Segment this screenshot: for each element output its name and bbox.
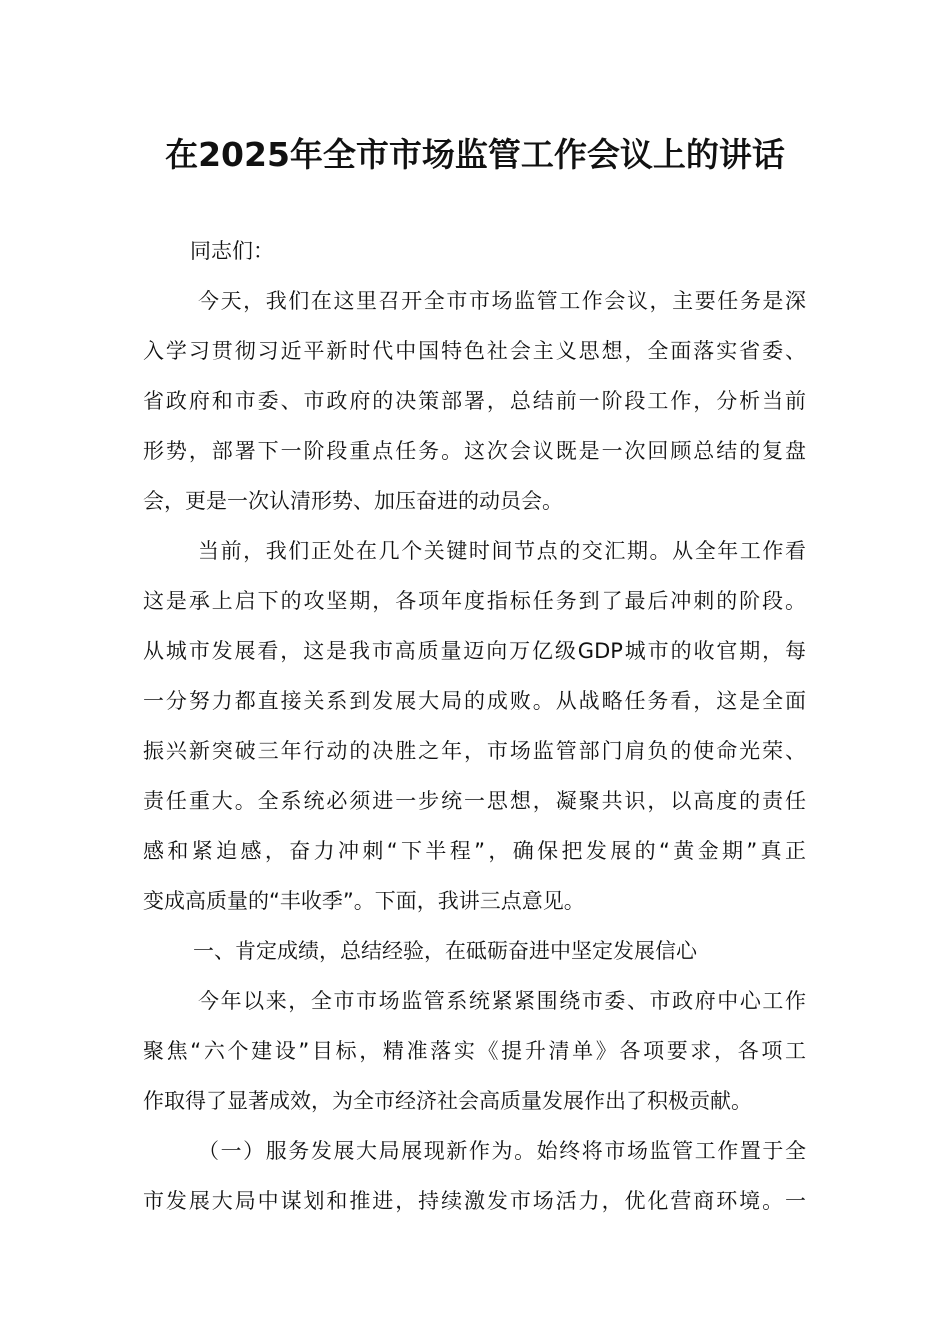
text-line: 形势，部署下一阶段重点任务。这次会议既是一次回顾总结的复盘: [143, 439, 806, 463]
greeting: [143, 226, 806, 276]
paragraph: [143, 926, 806, 976]
paragraph: [143, 526, 806, 926]
text-line: 感和紧迫感，奋力冲刺“下半程”，确保把发展的“黄金期”真正: [143, 839, 806, 863]
text-line: 从城市发展看，这是我市高质量迈向万亿级GDP城市的收官期，每: [143, 639, 806, 663]
text-line: 这是承上启下的攻坚期，各项年度指标任务到了最后冲刺的阶段。: [143, 589, 806, 613]
paragraph: [143, 276, 806, 526]
text-line: 会，更是一次认清形势、加压奋进的动员会。: [143, 489, 563, 513]
text-line: 入学习贯彻习近平新时代中国特色社会主义思想，全面落实省委、: [143, 339, 806, 363]
greeting-text: 同志们：: [190, 239, 274, 263]
paragraph: [143, 1126, 806, 1226]
text-line: 今年以来，全市市场监管系统紧紧围绕市委、市政府中心工作: [198, 989, 806, 1013]
text-line: （一）服务发展大局展现新作为。始终将市场监管工作置于全: [198, 1139, 806, 1163]
text-line: 一、肯定成绩，总结经验，在砥砺奋进中坚定发展信心: [193, 939, 697, 963]
text-line: 市发展大局中谋划和推进，持续激发市场活力，优化营商环境。一: [143, 1189, 806, 1213]
text-line: 振兴新突破三年行动的决胜之年，市场监管部门肩负的使命光荣、: [143, 739, 806, 763]
document-title: 在2025年全市市场监管工作会议上的讲话: [165, 135, 785, 174]
text-line: 作取得了显著成效，为全市经济社会高质量发展作出了积极贡献。: [143, 1089, 752, 1113]
text-line: 聚焦“六个建设”目标，精准落实《提升清单》各项要求，各项工: [143, 1039, 806, 1063]
text-line: 责任重大。全系统必须进一步统一思想，凝聚共识，以高度的责任: [143, 789, 806, 813]
text-line: 一分努力都直接关系到发展大局的成败。从战略任务看，这是全面: [143, 689, 806, 713]
text-line: 今天，我们在这里召开全市市场监管工作会议，主要任务是深: [198, 289, 806, 313]
paragraph: [143, 976, 806, 1126]
text-line: 变成高质量的“丰收季”。下面，我讲三点意见。: [143, 889, 585, 913]
text-line: 省政府和市委、市政府的决策部署，总结前一阶段工作，分析当前: [143, 389, 806, 413]
text-line: 当前，我们正处在几个关键时间节点的交汇期。从全年工作看: [198, 539, 806, 563]
